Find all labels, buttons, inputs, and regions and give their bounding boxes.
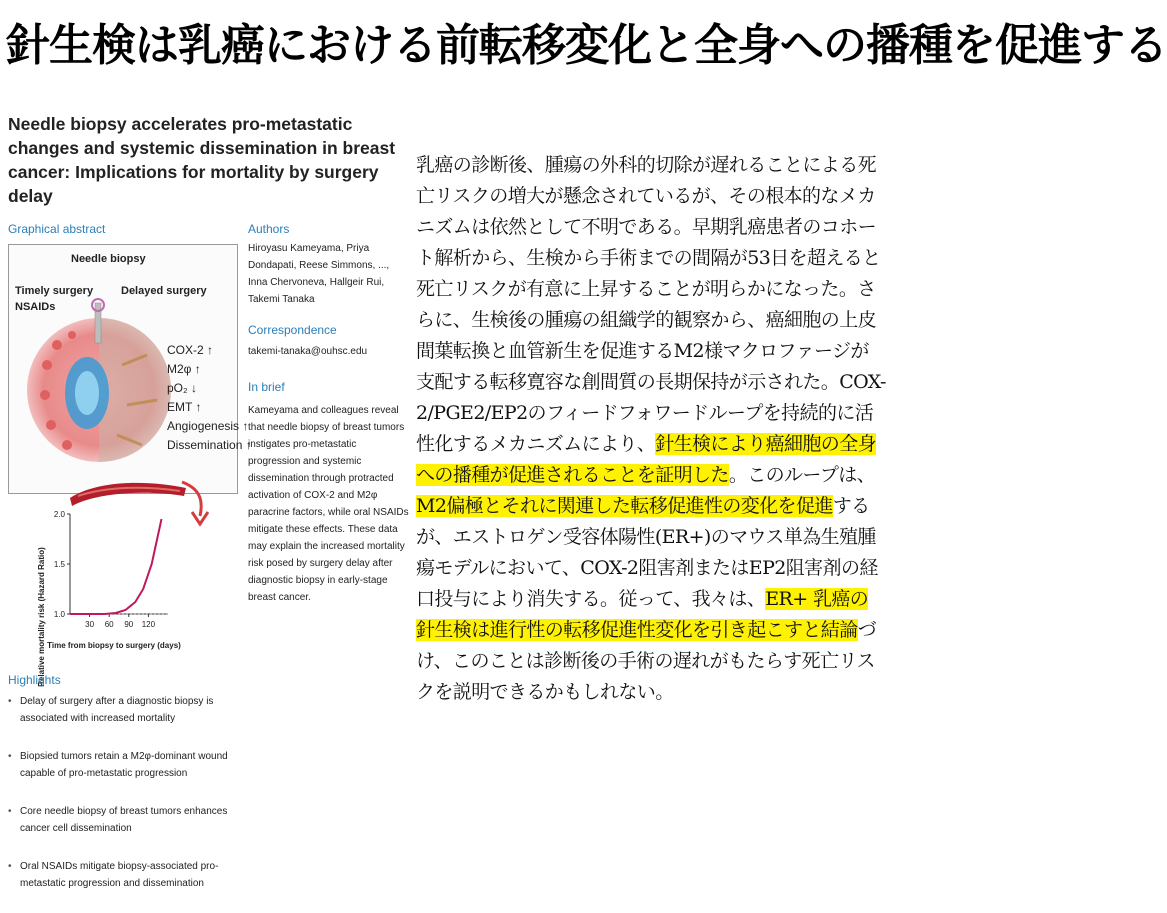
x-axis-label: Time from biopsy to surgery (days)	[47, 641, 181, 650]
tumor-illustration	[27, 305, 177, 485]
marker-list	[167, 341, 252, 455]
marker-item: M2φ ↑	[167, 362, 201, 376]
highlighted-text: M2偏極とそれに関連した転移促進性の変化を促進	[416, 495, 833, 517]
highlights-list	[8, 693, 244, 913]
marker-item: COX-2 ↑	[167, 343, 214, 357]
marker-item: pO₂ ↓	[167, 381, 197, 395]
highlighted-text: 針生検により癌細胞の全身への播種が促進されることを証明した	[416, 433, 877, 486]
y-tick-label: 1.0	[53, 610, 65, 619]
x-tick-label: 90	[124, 620, 134, 629]
summary-text: 乳癌の診断後、腫瘍の外科的切除が遅れることによる死亡リスクの増大が懸念されているが、その根本的なメカニズムは依然として不明である。早期乳癌患者のコホート解析から、生検から手術までの間隔が53日を超えると死亡リスクが有意に上昇することが明らかになった。さらに、生検後の腫瘍の組織学的観察から、癌細胞の上皮間葉転換と血管新生を促進するM2様マクロファージが支配する転移寛容な創間質の長期保持が示された。COX-2/PGE2/EP2のフィードフォワードループを持続的に活性化するメカニズムにより、	[416, 154, 886, 455]
marker-item: EMT ↑	[167, 400, 202, 414]
highlights-heading: Highlights	[8, 673, 61, 687]
paper-title: Needle biopsy accelerates pro-metastatic changes and systemic dissemination in breast cancer: Implications for mortality by surgery delay	[8, 114, 396, 206]
marker-item: Angiogenesis ↑	[167, 419, 249, 433]
delayed-surgery-label: Delayed surgery	[121, 285, 207, 297]
graphical-abstract-panel	[8, 244, 252, 494]
in-brief-text: Kameyama and colleagues reveal that needle biopsy of breast tumors instigates pro-metastatic progression and systemic dissemination through protracted activation of COX-2 and M2φ paracrine factors, while oral NSAIDs mitigate these effects. These data may explain the increased mortality risk posed by surgery delay after diagnostic biopsy in early-stage breast cancer.	[248, 405, 409, 603]
list-item: • Delay of surgery after a diagnostic biopsy is associated with increased mortality	[8, 693, 244, 727]
highlighted-text: ER+ 乳癌の針生検は進行性の転移促進性変化を引き起こすと結論	[416, 588, 869, 641]
graphical-abstract-heading: Graphical abstract	[8, 222, 106, 236]
in-brief-heading: In brief	[248, 380, 285, 394]
list-item: • Biopsied tumors retain a M2φ-dominant wound capable of pro-metastatic progression	[8, 748, 244, 782]
y-tick-label: 2.0	[53, 510, 65, 519]
authors-list: Hiroyasu Kameyama, Priya Dondapati, Reese Simmons, ..., Inna Chervoneva, Hallgeir Rui, Takemi Tanaka	[248, 243, 390, 305]
list-item: • Core needle biopsy of breast tumors enhances cancer cell dissemination	[8, 803, 244, 837]
summary-text: するが、エストロゲン受容体陽性(ER+)のマウス単為生殖腫瘍モデルにおいて、COX-2阻害剤またはEP2阻害剤の経口投与により消失する。従って、我々は、	[416, 495, 878, 610]
authors-heading: Authors	[248, 222, 290, 236]
page-title: 針生検は乳癌における前転移変化と全身への播種を促進する	[6, 20, 1167, 71]
y-axis-label: Relative mortality risk (Hazard Ratio)	[37, 547, 46, 687]
y-tick-label: 1.5	[53, 560, 65, 569]
timely-surgery-label: Timely surgery	[15, 285, 94, 297]
nsaids-label: NSAIDs	[15, 301, 56, 313]
hazard-ratio-curve	[70, 519, 162, 614]
list-item: • Oral NSAIDs mitigate biopsy-associated pro-metastatic progression and dissemination	[8, 858, 244, 892]
x-tick-label: 30	[85, 620, 95, 629]
x-tick-label: 60	[104, 620, 114, 629]
correspondence-heading: Correspondence	[248, 323, 337, 337]
needle-biopsy-label: Needle biopsy	[71, 253, 146, 265]
summary-text: づけ、このことは診断後の手術の遅れがもたらす死亡リスクを説明できるかもしれない。	[416, 619, 877, 703]
correspondence-email[interactable]: takemi-tanaka@ouhsc.edu	[248, 346, 368, 357]
x-tick-label: 120	[141, 620, 156, 629]
marker-item: Dissemination ↑	[167, 438, 252, 452]
summary-text: 。このループは、	[728, 464, 876, 486]
japanese-summary	[416, 150, 886, 708]
